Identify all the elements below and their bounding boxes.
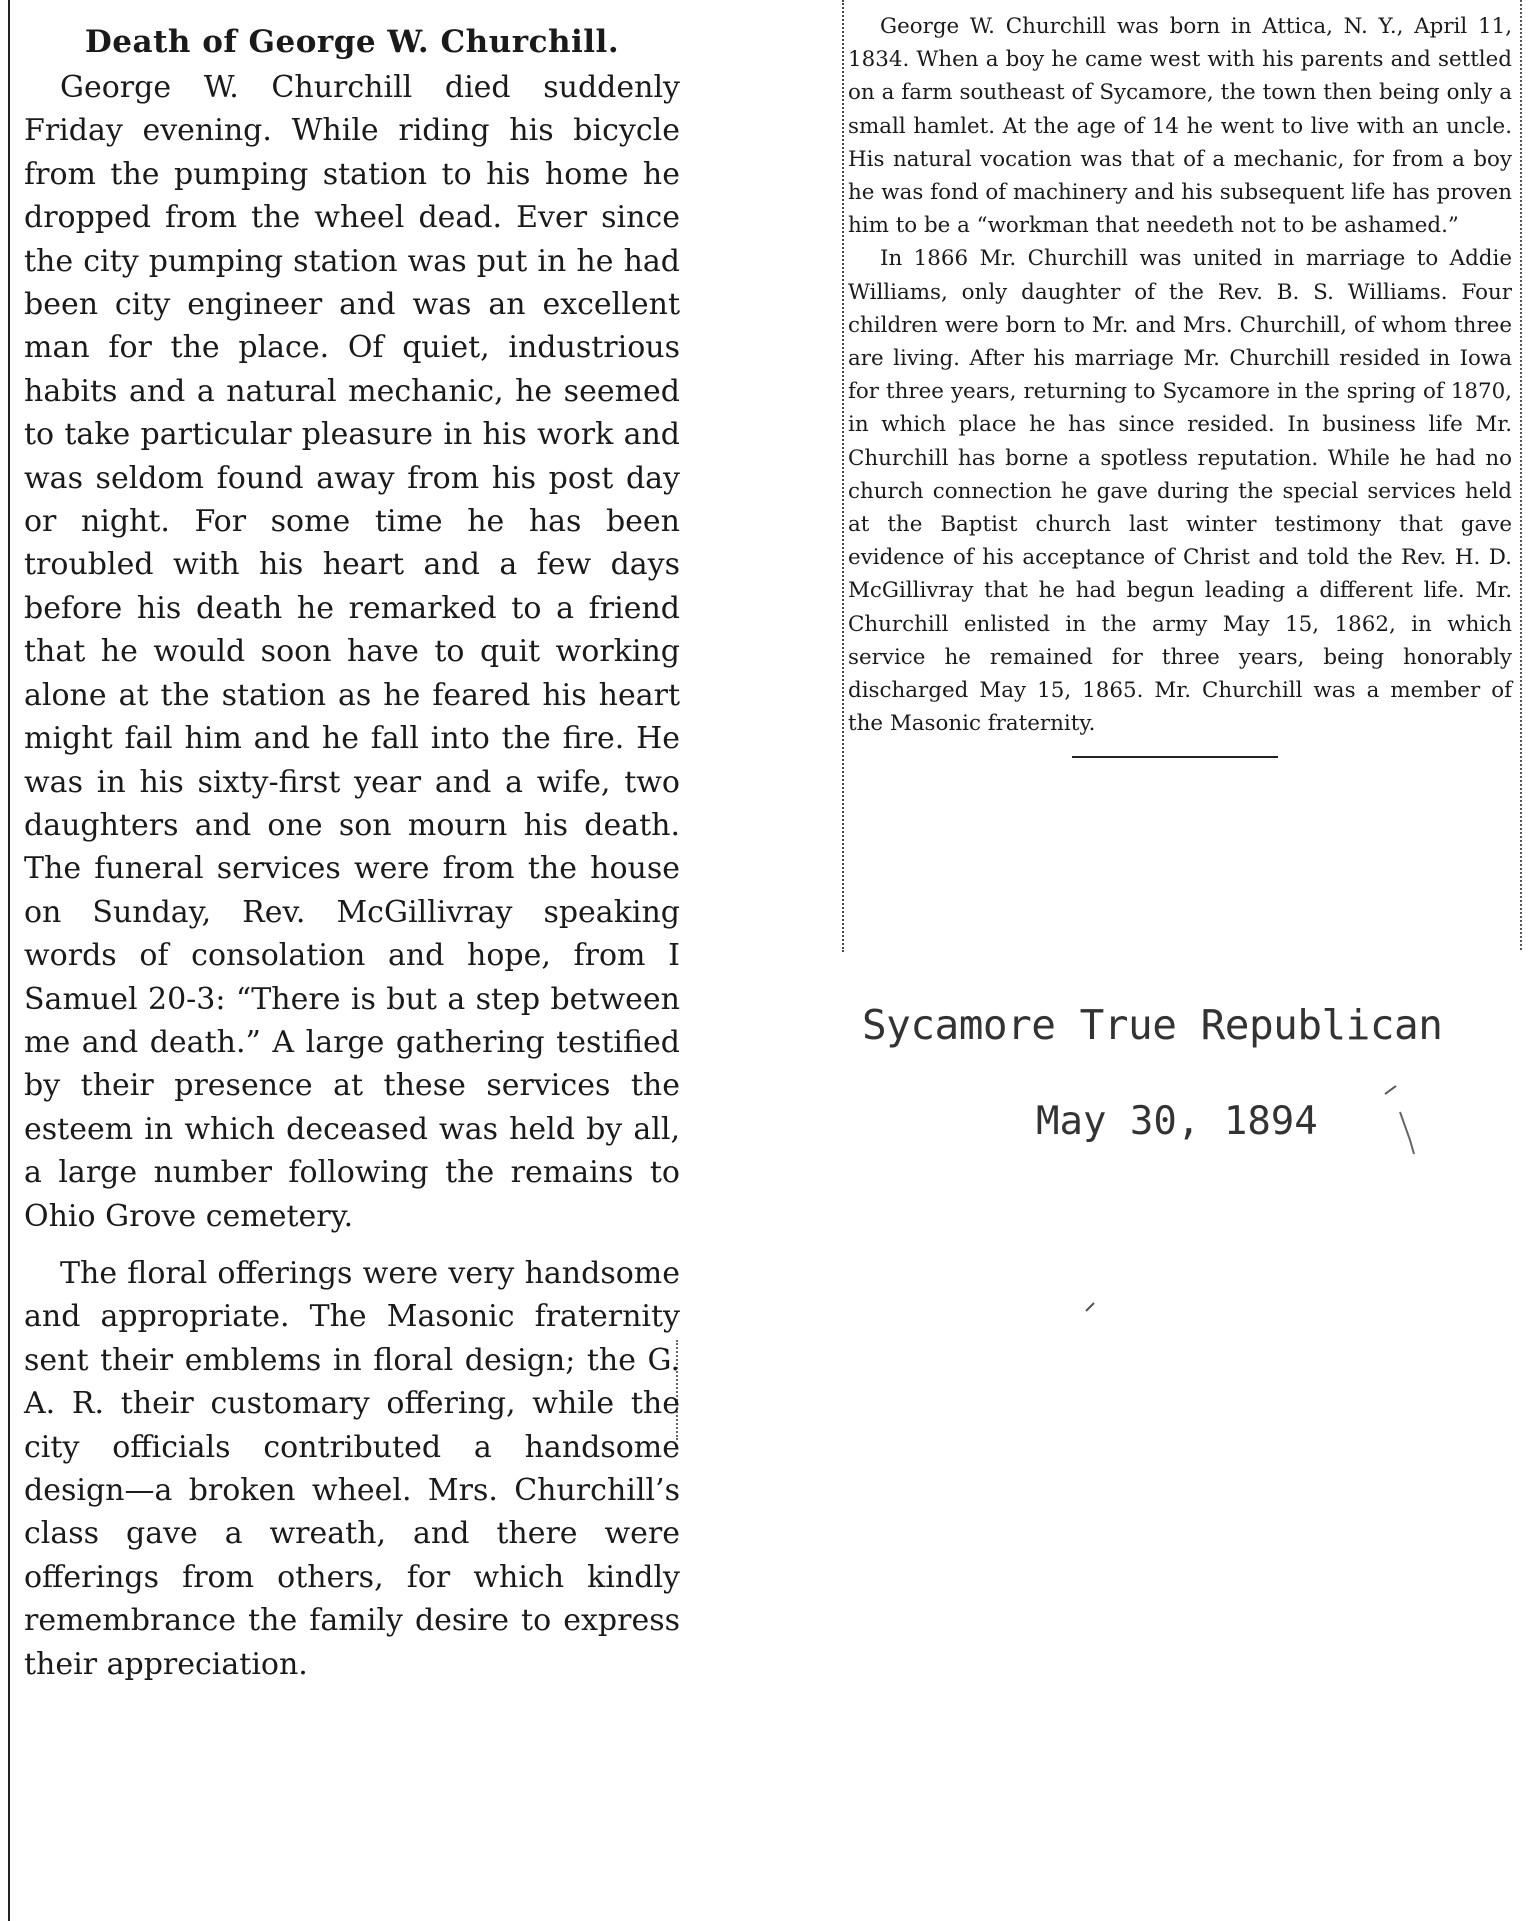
article-paragraph: In 1866 Mr. Churchill was united in marriage to Addie Williams, only daughter of the Rev. B. S. Williams. Four children were born to Mr. and Mrs. Churchill, of whom three are living. After his marriage Mr. Churchill resided in Iowa for three years, returning to Sycamore in the spring of 1870, in which place he has since resided. In business life Mr. Churchill has borne a spotless reputation. While he had no church connection he gave during the special services held at the Baptist church last winter testimony that gave evidence of his acceptance of Christ and told the Rev. H. D. McGillivray that he had begun leading a different life. Mr. Churchill enlisted in the army May 15, 1862, in which service he remained for three years, being honorably discharged May 15, 1865. Mr. Churchill was a member of the Masonic fraternity. [848, 246, 1512, 737]
article-headline: Death of George W. Churchill. [84, 24, 620, 60]
article-paragraph: George W. Churchill died suddenly Friday evening. While riding his bicycle from the pumping station to his home he dropped from the wheel dead. Ever since the city pumping station was put in he had been city engineer and was an excellent man for the place. Of quiet, industrious habits and a natural mechanic, he seemed to take particular pleasure in his work and was seldom found away from his post day or night. For some time he has been troubled with his heart and a few days before his death he remarked to a friend that he would soon have to quit working alone at the station as he feared his heart might fail him and he fall into the fire. He was in his sixty-first year and a wife, two daughters and one son mourn his death. The funeral services were from the house on Sunday, Rev. McGillivray speaking words of consolation and hope, from I Samuel 20-3: “There is but a step between me and death.” A large gathering testified by their presence at these services the esteem in which deceased was held by all, a large number following the remains to Ohio Grove cemetery. [24, 70, 680, 1234]
publication-date: May 30, 1894 [1036, 1099, 1318, 1144]
article-paragraph: George W. Churchill was born in Attica, N. Y., April 11, 1834. When a boy he came west with his parents and settled on a farm southeast of Sycamore, the town then being only a small hamlet. At the age of 14 he went to live with an uncle. His natural vocation was that of a mechanic, for from a boy he was fond of machinery and his subsequent life has proven him to be a “workman that needeth not to be ashamed.” [848, 14, 1512, 239]
article-paragraph: The floral offerings were very handsome and appropriate. The Masonic fraternity sent their emblems in floral design; the G. A. R. their customary offering, while the city officials contributed a handsome design—a broken wheel. Mrs. Churchill’s class gave a wreath, and there were offerings from others, for which kindly remembrance the family desire to express their appreciation. [24, 1255, 680, 1682]
publication-name: Sycamore True Republican [862, 1001, 1443, 1049]
